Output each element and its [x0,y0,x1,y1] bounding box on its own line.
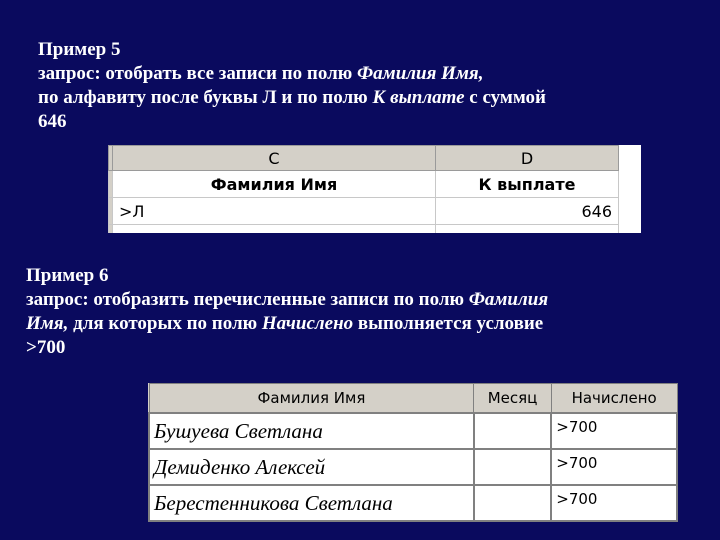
criteria-row [109,198,619,225]
example-6-line-1 [26,288,706,312]
criteria-cell-name[interactable]: >Л [113,198,436,225]
query-row [149,449,677,485]
example-6-heading: Пример 6 [26,265,109,286]
example-5-line-1-text: запрос: отобрать все записи по полю [38,63,358,84]
example-6-line-2-text: для которых по полю [68,313,262,334]
empty-cell[interactable] [113,225,436,234]
field-cell-payout[interactable]: К выплате [436,171,619,198]
example-5-line-3: 646 [38,111,67,132]
example-6-text [26,264,706,360]
query-table [148,383,678,522]
example-6-line-1-text: запрос: отобразить перечисленные записи по полю [26,289,469,310]
field-cell-name[interactable]: Фамилия Имя [113,171,436,198]
example-5-field-payout: К выплате [372,87,465,108]
column-letter-row [109,146,619,171]
example-5-line-2-tail: с суммой [464,87,546,108]
example-5-line-2 [38,86,698,110]
field-name-row [109,171,619,198]
criteria-cell-payout[interactable]: 646 [436,198,619,225]
example-6-line-3: >700 [26,337,66,358]
charged-cell[interactable]: >700 [551,485,677,521]
example-6-line-2 [26,312,706,336]
query-header-row [149,384,677,414]
example-5-line-1 [38,62,698,86]
empty-row [109,225,619,234]
month-cell[interactable] [474,413,551,449]
charged-cell[interactable]: >700 [551,449,677,485]
example-5-field-name: Фамилия Имя, [357,63,484,84]
query-row [149,413,677,449]
criteria-spreadsheet [108,145,641,233]
example-5-heading: Пример 5 [38,39,121,60]
charged-cell[interactable]: >700 [551,413,677,449]
header-month[interactable]: Месяц [474,384,551,414]
month-cell[interactable] [474,485,551,521]
query-row [149,485,677,521]
empty-cell[interactable] [436,225,619,234]
example-6-field-charged: Начислено [261,313,354,334]
example-6-field-firstname: Имя, [26,313,69,334]
example-6-field-surname: Фамилия [468,289,549,310]
example-5-text [38,38,698,134]
example-6-line-2-tail: выполняется условие [353,313,544,334]
header-name[interactable]: Фамилия Имя [149,384,474,414]
query-grid [148,383,678,521]
example-5-line-2-text: по алфавиту после буквы Л и по полю [38,87,373,108]
column-letter-c[interactable]: C [113,146,436,171]
column-letter-d[interactable]: D [436,146,619,171]
name-cell[interactable]: Бушуева Светлана [149,413,474,449]
header-charged[interactable]: Начислено [551,384,677,414]
name-cell[interactable]: Демиденко Алексей [149,449,474,485]
name-cell[interactable]: Берестенникова Светлана [149,485,474,521]
criteria-table [108,145,619,233]
month-cell[interactable] [474,449,551,485]
